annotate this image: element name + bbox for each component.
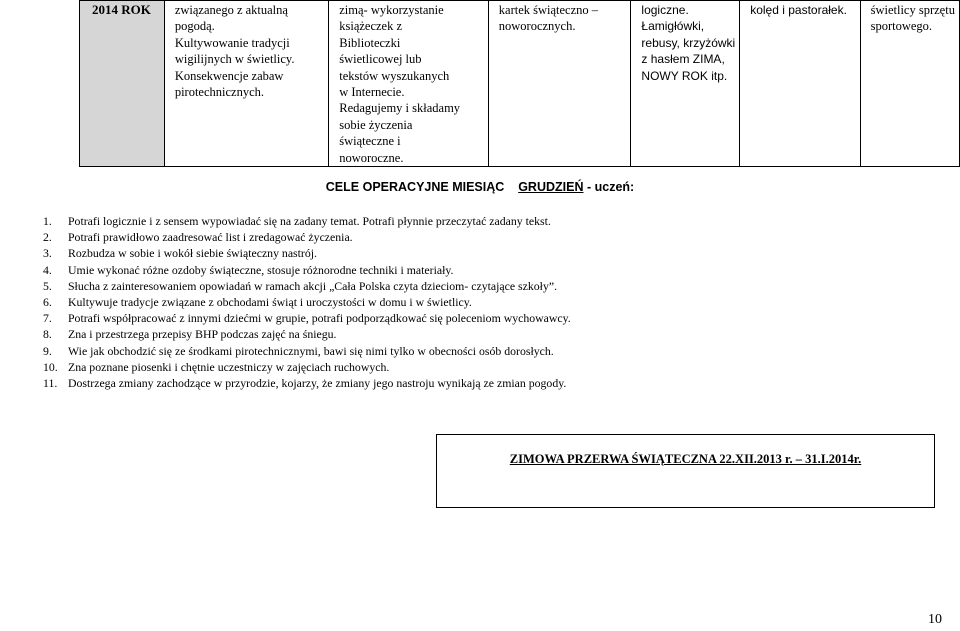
- goals-list: [43, 213, 571, 391]
- item-text: Wie jak obchodzić się ze środkami pirotechnicznymi, bawi się nimi tylko w obecności osób dorosłych.: [68, 343, 554, 358]
- cell-line: NOWY ROK itp.: [641, 68, 728, 83]
- break-notice: ZIMOWA PRZERWA ŚWIĄTECZNA 22.XII.2013 r. – 31.I.2014r.: [509, 452, 862, 466]
- item-text: Zna poznane piosenki i chętnie uczestniczy w zajęciach ruchowych.: [68, 359, 390, 374]
- cell-line: logiczne.: [641, 3, 689, 17]
- cell-line: kartek świąteczno –: [498, 3, 599, 17]
- cell-line: Konsekwencje zabaw: [174, 68, 284, 83]
- cell-line: noworocznych.: [498, 19, 576, 34]
- cell-line: Biblioteczki: [339, 35, 401, 50]
- item-number: 2.: [43, 230, 52, 245]
- item-text: Potrafi współpracować z innymi dziećmi w grupie, potrafi podporządkować się poleceniom wychowawcy.: [68, 311, 571, 326]
- item-number: 11.: [43, 376, 58, 391]
- item-text: Potrafi prawidłowo zaadresować list i zredagować życzenia.: [68, 230, 353, 245]
- item-text: Potrafi logicznie i z sensem wypowiadać się na zadany temat. Potrafi płynnie przeczytać zadany tekst.: [68, 214, 551, 228]
- list-item: [43, 359, 571, 375]
- item-number: 6.: [43, 295, 52, 310]
- cell-line: z hasłem ZIMA,: [641, 52, 725, 67]
- cell-line: kolęd i pastorałek.: [750, 3, 847, 17]
- item-number: 10.: [43, 359, 58, 374]
- table-cell: [860, 1, 959, 167]
- item-text: Rozbudza w sobie i wokół siebie świąteczny nastrój.: [68, 246, 317, 261]
- cell-line: świetlicowej lub: [339, 52, 422, 67]
- table-cell: [631, 1, 740, 167]
- cell-line: w Internecie.: [339, 85, 405, 100]
- list-item: [43, 310, 571, 326]
- cell-line: sobie życzenia: [339, 117, 413, 132]
- table-cell: [488, 1, 631, 167]
- cell-line: Łamigłówki,: [641, 19, 705, 34]
- list-item: [43, 262, 571, 278]
- cell-line: świąteczne i: [339, 134, 401, 149]
- cell-line: wigilijnych w świetlicy.: [174, 52, 295, 67]
- item-number: 5.: [43, 278, 52, 293]
- activity-table: [79, 0, 960, 167]
- item-number: 4.: [43, 262, 52, 277]
- cell-line: tekstów wyszukanych: [339, 68, 450, 83]
- cell-line: Redagujemy i składamy: [339, 101, 461, 116]
- cell-line: pogodą.: [174, 19, 215, 34]
- table-cell: [164, 1, 328, 167]
- item-text: Kultywuje tradycje związane z obchodami świąt i uroczystości w domu i w świetlicy.: [68, 295, 472, 310]
- item-number: 3.: [43, 246, 52, 261]
- cell-line: związanego z aktualną: [174, 3, 288, 17]
- cell-line: Kultywowanie tradycji: [174, 35, 290, 50]
- table-cell: [329, 1, 489, 167]
- item-text: Umie wykonać różne ozdoby świąteczne, stosuje różnorodne techniki i materiały.: [68, 262, 454, 277]
- cell-line: sportowego.: [870, 19, 933, 34]
- list-item: [43, 343, 571, 359]
- table-row: [80, 1, 960, 167]
- heading-prefix: CELE OPERACYJNE MIESIĄC: [325, 180, 505, 194]
- heading-suffix: - uczeń:: [586, 180, 635, 194]
- cell-line: świetlicy sprzętu: [870, 3, 955, 17]
- list-item: [43, 326, 571, 342]
- page-number: 10: [928, 612, 942, 627]
- table-cell: [740, 1, 860, 167]
- cell-line: książeczek z: [339, 19, 403, 34]
- list-item: [43, 278, 571, 294]
- item-text: Zna i przestrzega przepisy BHP podczas zajęć na śniegu.: [68, 327, 337, 342]
- section-heading: [0, 180, 960, 194]
- list-item: [43, 229, 571, 245]
- item-text: Dostrzega zmiany zachodzące w przyrodzie, kojarzy, że zmiany jego nastroju wynikają ze zmian pogody.: [68, 376, 567, 391]
- list-item: [43, 245, 571, 261]
- item-number: 1.: [43, 214, 52, 228]
- item-number: 8.: [43, 327, 52, 342]
- list-item: [43, 375, 571, 391]
- cell-line: noworoczne.: [339, 150, 404, 165]
- list-item: [43, 294, 571, 310]
- cell-line: pirotechnicznych.: [174, 85, 265, 100]
- heading-month: GRUDZIEŃ: [518, 180, 584, 194]
- item-number: 9.: [43, 343, 52, 358]
- item-number: 7.: [43, 311, 52, 326]
- list-item: [43, 213, 571, 229]
- cell-line: zimą- wykorzystanie: [339, 3, 444, 17]
- item-text: Słucha z zainteresowaniem opowiadań w ramach akcji „Cała Polska czyta dzieciom- czytające szkoły”.: [68, 278, 558, 293]
- cell-line: rebusy, krzyżówki: [641, 35, 736, 50]
- year-cell: 2014 ROK: [80, 1, 165, 167]
- break-notice-box: [436, 434, 935, 508]
